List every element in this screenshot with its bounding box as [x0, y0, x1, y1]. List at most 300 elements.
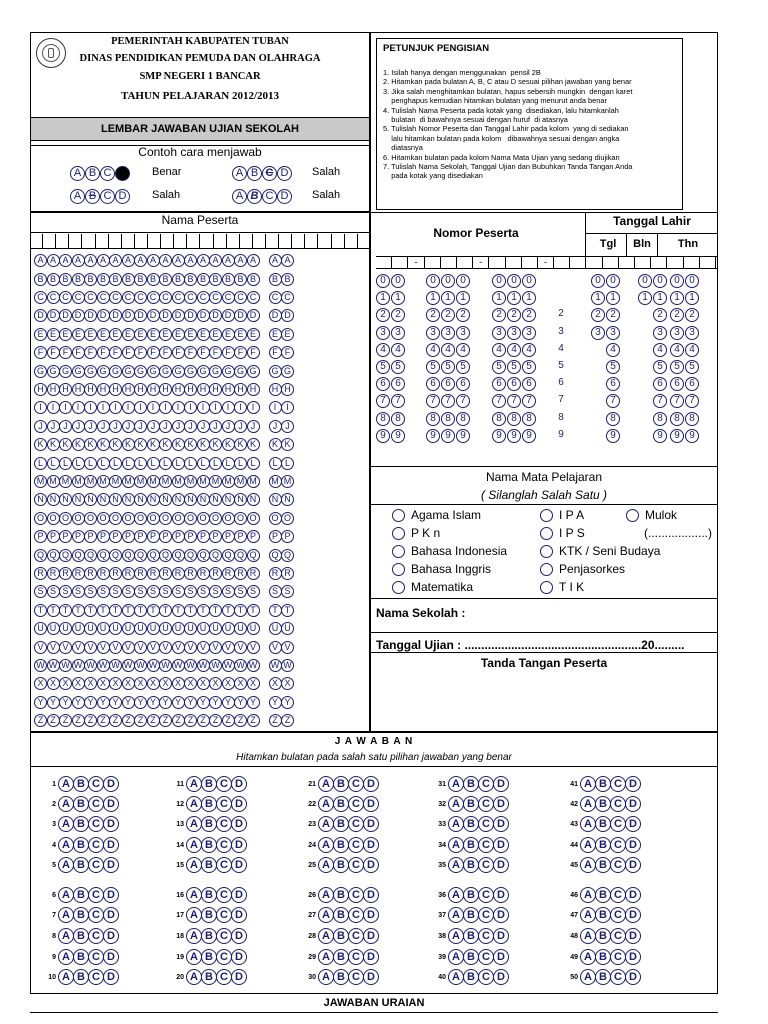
name-bubble-m[interactable]: M — [234, 475, 247, 488]
nomor-bubble-8[interactable]: 8 — [492, 412, 506, 426]
answer-bubble-d[interactable]: D — [625, 907, 641, 923]
name-bubble-u[interactable]: U — [209, 622, 222, 635]
name-letter-cell[interactable] — [200, 234, 213, 248]
name-bubble-u[interactable]: U — [34, 622, 47, 635]
name-bubble-c[interactable]: C — [197, 291, 210, 304]
name-bubble-e[interactable]: E — [281, 328, 294, 341]
name-bubble-b[interactable]: B — [34, 273, 47, 286]
name-bubble-c[interactable]: C — [122, 291, 135, 304]
name-bubble-e[interactable]: E — [72, 328, 85, 341]
name-bubble-g[interactable]: G — [159, 365, 172, 378]
name-bubble-i[interactable]: I — [109, 401, 122, 414]
nomor-bubble-4[interactable]: 4 — [685, 343, 699, 357]
radio-circle-icon[interactable] — [540, 527, 553, 540]
name-bubble-r[interactable]: R — [147, 567, 160, 580]
name-bubble-b[interactable]: B — [281, 273, 294, 286]
name-bubble-u[interactable]: U — [222, 622, 235, 635]
name-bubble-w[interactable]: W — [184, 659, 197, 672]
name-bubble-b[interactable]: B — [109, 273, 122, 286]
name-bubble-r[interactable]: R — [184, 567, 197, 580]
answer-bubble-d[interactable]: D — [231, 887, 247, 903]
answer-bubble-a[interactable]: A — [186, 928, 202, 944]
answer-bubble-d[interactable]: D — [231, 796, 247, 812]
answer-bubble-b[interactable]: B — [333, 969, 349, 985]
name-bubble-x[interactable]: X — [222, 677, 235, 690]
name-bubble-n[interactable]: N — [247, 493, 260, 506]
name-bubble-c[interactable]: C — [84, 291, 97, 304]
name-bubble-h[interactable]: H — [269, 383, 282, 396]
name-bubble-p[interactable]: P — [197, 530, 210, 543]
name-bubble-m[interactable]: M — [72, 475, 85, 488]
name-bubble-e[interactable]: E — [34, 328, 47, 341]
name-bubble-o[interactable]: O — [122, 512, 135, 525]
name-bubble-j[interactable]: J — [184, 420, 197, 433]
nomor-bubble-5[interactable]: 5 — [606, 360, 620, 374]
name-bubble-u[interactable]: U — [122, 622, 135, 635]
nomor-bubble-7[interactable]: 7 — [558, 394, 564, 406]
nomor-bubble-6[interactable]: 6 — [522, 377, 536, 391]
name-bubble-t[interactable]: T — [172, 604, 185, 617]
name-bubble-o[interactable]: O — [209, 512, 222, 525]
answer-bubble-b[interactable]: B — [333, 907, 349, 923]
name-bubble-e[interactable]: E — [269, 328, 282, 341]
name-bubble-l[interactable]: L — [222, 457, 235, 470]
name-bubble-d[interactable]: D — [97, 309, 110, 322]
name-bubble-b[interactable]: B — [269, 273, 282, 286]
answer-bubble-b[interactable]: B — [333, 837, 349, 853]
name-bubble-p[interactable]: P — [281, 530, 294, 543]
name-bubble-d[interactable]: D — [109, 309, 122, 322]
name-bubble-y[interactable]: Y — [281, 696, 294, 709]
name-bubble-z[interactable]: Z — [269, 714, 282, 727]
name-bubble-h[interactable]: H — [222, 383, 235, 396]
name-bubble-w[interactable]: W — [109, 659, 122, 672]
answer-bubble-c[interactable]: C — [478, 969, 494, 985]
answer-bubble-c[interactable]: C — [348, 969, 364, 985]
answer-bubble-c[interactable]: C — [348, 907, 364, 923]
answer-bubble-d[interactable]: D — [103, 949, 119, 965]
name-bubble-e[interactable]: E — [97, 328, 110, 341]
answer-bubble-c[interactable]: C — [348, 796, 364, 812]
answer-bubble-a[interactable]: A — [448, 857, 464, 873]
name-bubble-p[interactable]: P — [247, 530, 260, 543]
name-bubble-v[interactable]: V — [197, 641, 210, 654]
name-bubble-k[interactable]: K — [159, 438, 172, 451]
name-bubble-d[interactable]: D — [172, 309, 185, 322]
nomor-bubble-7[interactable]: 7 — [606, 394, 620, 408]
nomor-cell[interactable] — [619, 257, 635, 268]
name-bubble-y[interactable]: Y — [47, 696, 60, 709]
name-bubble-k[interactable]: K — [197, 438, 210, 451]
name-bubble-s[interactable]: S — [109, 585, 122, 598]
name-bubble-w[interactable]: W — [197, 659, 210, 672]
name-bubble-b[interactable]: B — [122, 273, 135, 286]
name-bubble-o[interactable]: O — [197, 512, 210, 525]
name-bubble-n[interactable]: N — [34, 493, 47, 506]
radio-circle-icon[interactable] — [540, 545, 553, 558]
nomor-bubble-0[interactable]: 0 — [591, 274, 605, 288]
name-bubble-g[interactable]: G — [59, 365, 72, 378]
answer-bubble-b[interactable]: B — [595, 907, 611, 923]
answer-bubble-d[interactable]: D — [363, 907, 379, 923]
name-bubble-o[interactable]: O — [109, 512, 122, 525]
name-bubble-q[interactable]: Q — [147, 549, 160, 562]
answer-bubble-d[interactable]: D — [103, 796, 119, 812]
name-bubble-g[interactable]: G — [97, 365, 110, 378]
nomor-bubble-9[interactable]: 9 — [376, 429, 390, 443]
radio-circle-icon[interactable] — [392, 563, 405, 576]
answer-bubble-a[interactable]: A — [186, 907, 202, 923]
nomor-bubble-8[interactable]: 8 — [522, 412, 536, 426]
name-bubble-n[interactable]: N — [47, 493, 60, 506]
nomor-bubble-2[interactable]: 2 — [507, 308, 521, 322]
answer-bubble-a[interactable]: A — [580, 887, 596, 903]
nomor-cell[interactable] — [586, 257, 602, 268]
name-bubble-y[interactable]: Y — [59, 696, 72, 709]
answer-bubble-c[interactable]: C — [610, 949, 626, 965]
name-bubble-e[interactable]: E — [247, 328, 260, 341]
nomor-bubble-0[interactable]: 0 — [685, 274, 699, 288]
answer-bubble-d[interactable]: D — [103, 928, 119, 944]
nomor-cell[interactable] — [522, 257, 538, 268]
answer-bubble-c[interactable]: C — [216, 949, 232, 965]
name-bubble-c[interactable]: C — [209, 291, 222, 304]
nomor-bubble-2[interactable]: 2 — [441, 308, 455, 322]
name-bubble-w[interactable]: W — [47, 659, 60, 672]
nomor-cell[interactable] — [554, 257, 570, 268]
answer-bubble-d[interactable]: D — [231, 857, 247, 873]
name-bubble-w[interactable]: W — [134, 659, 147, 672]
nomor-bubble-8[interactable]: 8 — [558, 411, 564, 423]
name-letter-cell[interactable] — [214, 234, 227, 248]
name-bubble-p[interactable]: P — [59, 530, 72, 543]
name-bubble-n[interactable]: N — [59, 493, 72, 506]
nomor-bubble-3[interactable]: 3 — [507, 326, 521, 340]
answer-bubble-d[interactable]: D — [493, 969, 509, 985]
name-bubble-j[interactable]: J — [47, 420, 60, 433]
name-bubble-m[interactable]: M — [59, 475, 72, 488]
answer-bubble-c[interactable]: C — [88, 776, 104, 792]
answer-bubble-c[interactable]: C — [610, 887, 626, 903]
name-bubble-y[interactable]: Y — [84, 696, 97, 709]
name-bubble-d[interactable]: D — [72, 309, 85, 322]
name-bubble-b[interactable]: B — [59, 273, 72, 286]
answer-bubble-b[interactable]: B — [333, 796, 349, 812]
nomor-bubble-2[interactable]: 2 — [558, 308, 564, 320]
name-bubble-q[interactable]: Q — [247, 549, 260, 562]
name-bubble-l[interactable]: L — [209, 457, 222, 470]
answer-bubble-c[interactable]: C — [88, 969, 104, 985]
answer-bubble-d[interactable]: D — [363, 857, 379, 873]
name-bubble-z[interactable]: Z — [84, 714, 97, 727]
nomor-bubble-1[interactable]: 1 — [522, 291, 536, 305]
name-bubble-a[interactable]: A — [209, 254, 222, 267]
nomor-bubble-9[interactable]: 9 — [606, 429, 620, 443]
nomor-bubble-7[interactable]: 7 — [492, 394, 506, 408]
nomor-bubble-3[interactable]: 3 — [522, 326, 536, 340]
name-bubble-o[interactable]: O — [34, 512, 47, 525]
name-bubble-p[interactable]: P — [222, 530, 235, 543]
name-bubble-z[interactable]: Z — [172, 714, 185, 727]
nomor-bubble-0[interactable]: 0 — [492, 274, 506, 288]
answer-bubble-a[interactable]: A — [318, 887, 334, 903]
nomor-bubble-3[interactable]: 3 — [456, 326, 470, 340]
name-bubble-v[interactable]: V — [281, 641, 294, 654]
nomor-bubble-2[interactable]: 2 — [653, 308, 667, 322]
answer-bubble-d[interactable]: D — [493, 887, 509, 903]
name-bubble-e[interactable]: E — [122, 328, 135, 341]
name-bubble-x[interactable]: X — [147, 677, 160, 690]
name-bubble-s[interactable]: S — [222, 585, 235, 598]
name-bubble-l[interactable]: L — [97, 457, 110, 470]
name-bubble-x[interactable]: X — [209, 677, 222, 690]
nomor-bubble-1[interactable]: 1 — [685, 291, 699, 305]
nomor-bubble-1[interactable]: 1 — [653, 291, 667, 305]
name-bubble-n[interactable]: N — [147, 493, 160, 506]
answer-bubble-b[interactable]: B — [201, 816, 217, 832]
name-bubble-f[interactable]: F — [47, 346, 60, 359]
name-bubble-p[interactable]: P — [109, 530, 122, 543]
name-bubble-y[interactable]: Y — [147, 696, 160, 709]
name-bubble-v[interactable]: V — [234, 641, 247, 654]
name-bubble-c[interactable]: C — [59, 291, 72, 304]
answer-bubble-a[interactable]: A — [58, 969, 74, 985]
name-bubble-t[interactable]: T — [247, 604, 260, 617]
answer-bubble-d[interactable]: D — [625, 949, 641, 965]
name-bubble-q[interactable]: Q — [47, 549, 60, 562]
name-bubble-m[interactable]: M — [159, 475, 172, 488]
name-bubble-f[interactable]: F — [97, 346, 110, 359]
mapel-option[interactable] — [392, 544, 507, 558]
name-bubble-m[interactable]: M — [269, 475, 282, 488]
name-bubble-r[interactable]: R — [234, 567, 247, 580]
name-bubble-i[interactable]: I — [147, 401, 160, 414]
name-bubble-c[interactable]: C — [134, 291, 147, 304]
nomor-bubble-2[interactable]: 2 — [426, 308, 440, 322]
answer-bubble-c[interactable]: C — [216, 857, 232, 873]
name-bubble-o[interactable]: O — [84, 512, 97, 525]
name-bubble-x[interactable]: X — [184, 677, 197, 690]
answer-bubble-a[interactable]: A — [448, 776, 464, 792]
answer-bubble-d[interactable]: D — [625, 837, 641, 853]
name-bubble-e[interactable]: E — [197, 328, 210, 341]
name-letter-cell[interactable] — [122, 234, 135, 248]
name-bubble-h[interactable]: H — [59, 383, 72, 396]
nomor-bubble-8[interactable]: 8 — [391, 412, 405, 426]
answer-bubble-a[interactable]: A — [318, 816, 334, 832]
name-bubble-p[interactable]: P — [72, 530, 85, 543]
answer-bubble-c[interactable]: C — [88, 949, 104, 965]
answer-bubble-a[interactable]: A — [58, 887, 74, 903]
name-bubble-h[interactable]: H — [47, 383, 60, 396]
name-letter-cell[interactable] — [279, 234, 292, 248]
name-bubble-k[interactable]: K — [59, 438, 72, 451]
name-bubble-t[interactable]: T — [234, 604, 247, 617]
name-bubble-l[interactable]: L — [34, 457, 47, 470]
name-bubble-p[interactable]: P — [34, 530, 47, 543]
name-bubble-u[interactable]: U — [134, 622, 147, 635]
name-bubble-a[interactable]: A — [184, 254, 197, 267]
name-bubble-g[interactable]: G — [72, 365, 85, 378]
answer-bubble-b[interactable]: B — [73, 887, 89, 903]
answer-bubble-d[interactable]: D — [231, 969, 247, 985]
answer-bubble-a[interactable]: A — [448, 837, 464, 853]
answer-bubble-b[interactable]: B — [463, 887, 479, 903]
name-bubble-v[interactable]: V — [72, 641, 85, 654]
name-bubble-y[interactable]: Y — [97, 696, 110, 709]
name-bubble-x[interactable]: X — [234, 677, 247, 690]
name-bubble-l[interactable]: L — [147, 457, 160, 470]
nomor-bubble-0[interactable]: 0 — [507, 274, 521, 288]
name-bubble-m[interactable]: M — [47, 475, 60, 488]
name-letter-cell[interactable] — [227, 234, 240, 248]
name-letter-cell[interactable] — [56, 234, 69, 248]
name-bubble-p[interactable]: P — [47, 530, 60, 543]
nomor-bubble-5[interactable]: 5 — [522, 360, 536, 374]
name-bubble-w[interactable]: W — [234, 659, 247, 672]
name-bubble-x[interactable]: X — [269, 677, 282, 690]
name-bubble-y[interactable]: Y — [122, 696, 135, 709]
name-bubble-z[interactable]: Z — [72, 714, 85, 727]
answer-bubble-b[interactable]: B — [73, 928, 89, 944]
name-bubble-r[interactable]: R — [209, 567, 222, 580]
answer-bubble-b[interactable]: B — [595, 816, 611, 832]
answer-bubble-c[interactable]: C — [88, 928, 104, 944]
answer-bubble-b[interactable]: B — [463, 816, 479, 832]
answer-bubble-c[interactable]: C — [610, 969, 626, 985]
name-bubble-h[interactable]: H — [122, 383, 135, 396]
name-bubble-u[interactable]: U — [109, 622, 122, 635]
answer-bubble-b[interactable]: B — [201, 776, 217, 792]
name-bubble-b[interactable]: B — [72, 273, 85, 286]
nomor-bubble-1[interactable]: 1 — [492, 291, 506, 305]
answer-bubble-c[interactable]: C — [478, 857, 494, 873]
name-bubble-n[interactable]: N — [269, 493, 282, 506]
name-bubble-i[interactable]: I — [222, 401, 235, 414]
answer-bubble-a[interactable]: A — [58, 837, 74, 853]
answer-bubble-b[interactable]: B — [73, 776, 89, 792]
name-bubble-h[interactable]: H — [109, 383, 122, 396]
name-bubble-x[interactable]: X — [72, 677, 85, 690]
name-bubble-g[interactable]: G — [184, 365, 197, 378]
name-bubble-q[interactable]: Q — [269, 549, 282, 562]
name-bubble-e[interactable]: E — [109, 328, 122, 341]
nomor-bubble-3[interactable]: 3 — [670, 326, 684, 340]
nomor-bubble-9[interactable]: 9 — [426, 429, 440, 443]
name-bubble-o[interactable]: O — [184, 512, 197, 525]
name-bubble-h[interactable]: H — [34, 383, 47, 396]
nomor-bubble-7[interactable]: 7 — [670, 394, 684, 408]
answer-bubble-d[interactable]: D — [103, 969, 119, 985]
nomor-bubble-6[interactable]: 6 — [653, 377, 667, 391]
name-bubble-r[interactable]: R — [281, 567, 294, 580]
name-bubble-j[interactable]: J — [97, 420, 110, 433]
answer-bubble-b[interactable]: B — [463, 857, 479, 873]
name-bubble-x[interactable]: X — [197, 677, 210, 690]
name-bubble-t[interactable]: T — [222, 604, 235, 617]
nomor-bubble-0[interactable]: 0 — [638, 274, 652, 288]
name-bubble-o[interactable]: O — [147, 512, 160, 525]
name-bubble-a[interactable]: A — [172, 254, 185, 267]
name-bubble-t[interactable]: T — [109, 604, 122, 617]
name-bubble-s[interactable]: S — [172, 585, 185, 598]
answer-bubble-a[interactable]: A — [186, 796, 202, 812]
nomor-bubble-8[interactable]: 8 — [441, 412, 455, 426]
name-bubble-r[interactable]: R — [159, 567, 172, 580]
name-bubble-l[interactable]: L — [72, 457, 85, 470]
nomor-bubble-8[interactable]: 8 — [670, 412, 684, 426]
name-bubble-m[interactable]: M — [109, 475, 122, 488]
name-bubble-w[interactable]: W — [172, 659, 185, 672]
name-bubble-a[interactable]: A — [109, 254, 122, 267]
name-bubble-s[interactable]: S — [147, 585, 160, 598]
name-bubble-z[interactable]: Z — [209, 714, 222, 727]
name-bubble-n[interactable]: N — [84, 493, 97, 506]
name-bubble-f[interactable]: F — [172, 346, 185, 359]
answer-bubble-c[interactable]: C — [216, 837, 232, 853]
name-bubble-o[interactable]: O — [234, 512, 247, 525]
name-bubble-f[interactable]: F — [134, 346, 147, 359]
name-bubble-f[interactable]: F — [34, 346, 47, 359]
name-letter-cell[interactable] — [305, 234, 318, 248]
name-bubble-b[interactable]: B — [172, 273, 185, 286]
name-bubble-m[interactable]: M — [197, 475, 210, 488]
answer-bubble-d[interactable]: D — [625, 969, 641, 985]
name-bubble-h[interactable]: H — [72, 383, 85, 396]
name-bubble-w[interactable]: W — [281, 659, 294, 672]
nomor-bubble-9[interactable]: 9 — [685, 429, 699, 443]
name-bubble-f[interactable]: F — [269, 346, 282, 359]
name-bubble-i[interactable]: I — [247, 401, 260, 414]
name-bubble-m[interactable]: M — [84, 475, 97, 488]
nomor-bubble-7[interactable]: 7 — [522, 394, 536, 408]
name-bubble-q[interactable]: Q — [197, 549, 210, 562]
name-bubble-i[interactable]: I — [122, 401, 135, 414]
name-bubble-d[interactable]: D — [59, 309, 72, 322]
name-bubble-g[interactable]: G — [109, 365, 122, 378]
answer-bubble-b[interactable]: B — [463, 928, 479, 944]
answer-bubble-b[interactable]: B — [201, 887, 217, 903]
nomor-bubble-3[interactable]: 3 — [606, 326, 620, 340]
name-bubble-c[interactable]: C — [97, 291, 110, 304]
name-bubble-r[interactable]: R — [122, 567, 135, 580]
name-bubble-j[interactable]: J — [222, 420, 235, 433]
answer-bubble-d[interactable]: D — [103, 857, 119, 873]
name-bubble-x[interactable]: X — [281, 677, 294, 690]
name-bubble-n[interactable]: N — [109, 493, 122, 506]
answer-bubble-d[interactable]: D — [363, 887, 379, 903]
answer-bubble-c[interactable]: C — [610, 837, 626, 853]
nomor-bubble-9[interactable]: 9 — [492, 429, 506, 443]
name-bubble-f[interactable]: F — [234, 346, 247, 359]
nomor-bubble-4[interactable]: 4 — [441, 343, 455, 357]
nomor-bubble-2[interactable]: 2 — [456, 308, 470, 322]
answer-bubble-c[interactable]: C — [610, 816, 626, 832]
name-bubble-m[interactable]: M — [209, 475, 222, 488]
name-bubble-w[interactable]: W — [59, 659, 72, 672]
name-bubble-i[interactable]: I — [159, 401, 172, 414]
name-bubble-e[interactable]: E — [172, 328, 185, 341]
nomor-bubble-9[interactable]: 9 — [522, 429, 536, 443]
name-bubble-l[interactable]: L — [184, 457, 197, 470]
name-bubble-d[interactable]: D — [147, 309, 160, 322]
name-letter-cell[interactable] — [161, 234, 174, 248]
answer-bubble-b[interactable]: B — [333, 816, 349, 832]
answer-bubble-b[interactable]: B — [201, 796, 217, 812]
nomor-cell[interactable] — [425, 257, 441, 268]
name-bubble-i[interactable]: I — [184, 401, 197, 414]
name-bubble-l[interactable]: L — [59, 457, 72, 470]
